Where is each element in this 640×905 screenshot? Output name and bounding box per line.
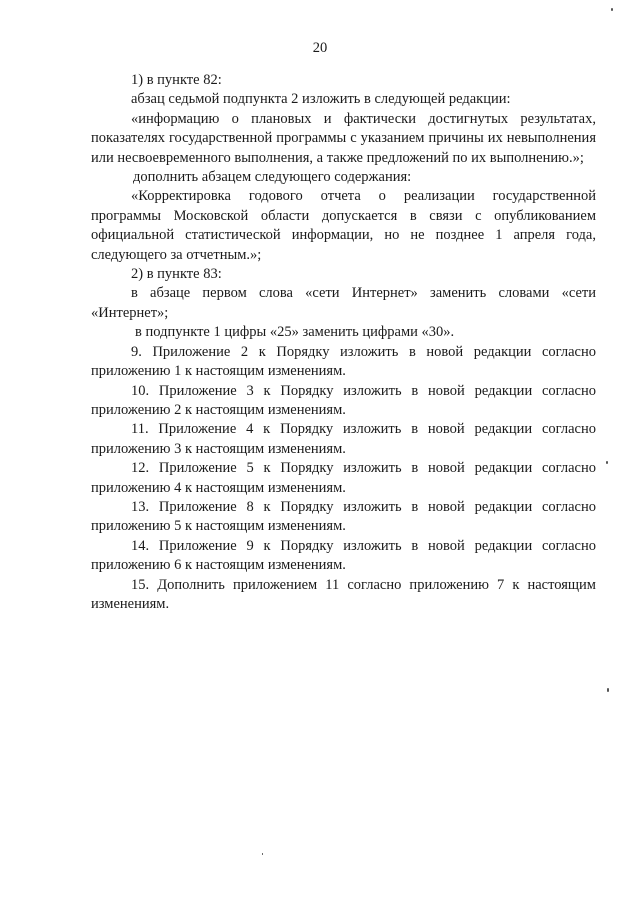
page-number: 20: [312, 40, 328, 56]
paragraph-quote-korrektirovka: «Корректировка годового отчета о реализации государственной программы Московской области допускается в связи с опубликованием официальной статистической информации, но не позднее 1 апреля года, следующего за отчетным.»;: [91, 188, 596, 263]
document-body: [91, 71, 596, 614]
paragraph-item-2-point-83: 2) в пункте 83:: [131, 266, 222, 283]
paragraph-item-14: 14. Приложение 9 к Порядку изложить в новой редакции согласно приложению 6 к настоящим изменениям.: [91, 537, 596, 574]
paragraph-quote-informaciya: «информацию о плановых и фактически достигнутых результатах, показателях государственной программы с указанием причины их невыполнения или несвоевременного выполнения, а также предложений по их выполнению.»;: [91, 110, 596, 166]
paragraph-podpunkt-1: в подпункте 1 цифры «25» заменить цифрами «30».: [135, 324, 455, 341]
paragraph-item-10: 10. Приложение 3 к Порядку изложить в новой редакции согласно приложению 2 к настоящим изменениям.: [91, 382, 596, 418]
scan-speck-bottom: [262, 853, 263, 855]
paragraph-abzac-sedmoy: абзац седьмой подпункта 2 изложить в следующей редакции:: [131, 91, 511, 108]
paragraph-dopolnit-abzacem: дополнить абзацем следующего содержания:: [133, 169, 412, 186]
paragraph-item-13: 13. Приложение 8 к Порядку изложить в новой редакции согласно приложению 5 к настоящим изменениям.: [91, 498, 596, 535]
paragraph-item-12: 12. Приложение 5 к Порядку изложить в новой редакции согласно приложению 4 к настоящим изменениям.: [91, 460, 596, 496]
paragraph-item-15: 15. Дополнить приложением 11 согласно приложению 7 к настоящим изменениям.: [91, 576, 596, 612]
paragraph-item-1-point-82: 1) в пункте 82:: [131, 72, 222, 88]
paragraph-item-11: 11. Приложение 4 к Порядку изложить в новой редакции согласно приложению 3 к настоящим изменениям.: [91, 421, 596, 457]
scan-speck-top-right: [611, 8, 613, 11]
paragraph-seti-internet: в абзаце первом слова «сети Интернет» заменить словами «сети «Интернет»;: [91, 285, 596, 321]
paragraph-item-9: 9. Приложение 2 к Порядку изложить в новой редакции согласно приложению 1 к настоящим изменениям.: [91, 343, 596, 380]
scan-speck-lower-right: [607, 688, 609, 692]
scan-speck-mid-right: [606, 461, 608, 464]
